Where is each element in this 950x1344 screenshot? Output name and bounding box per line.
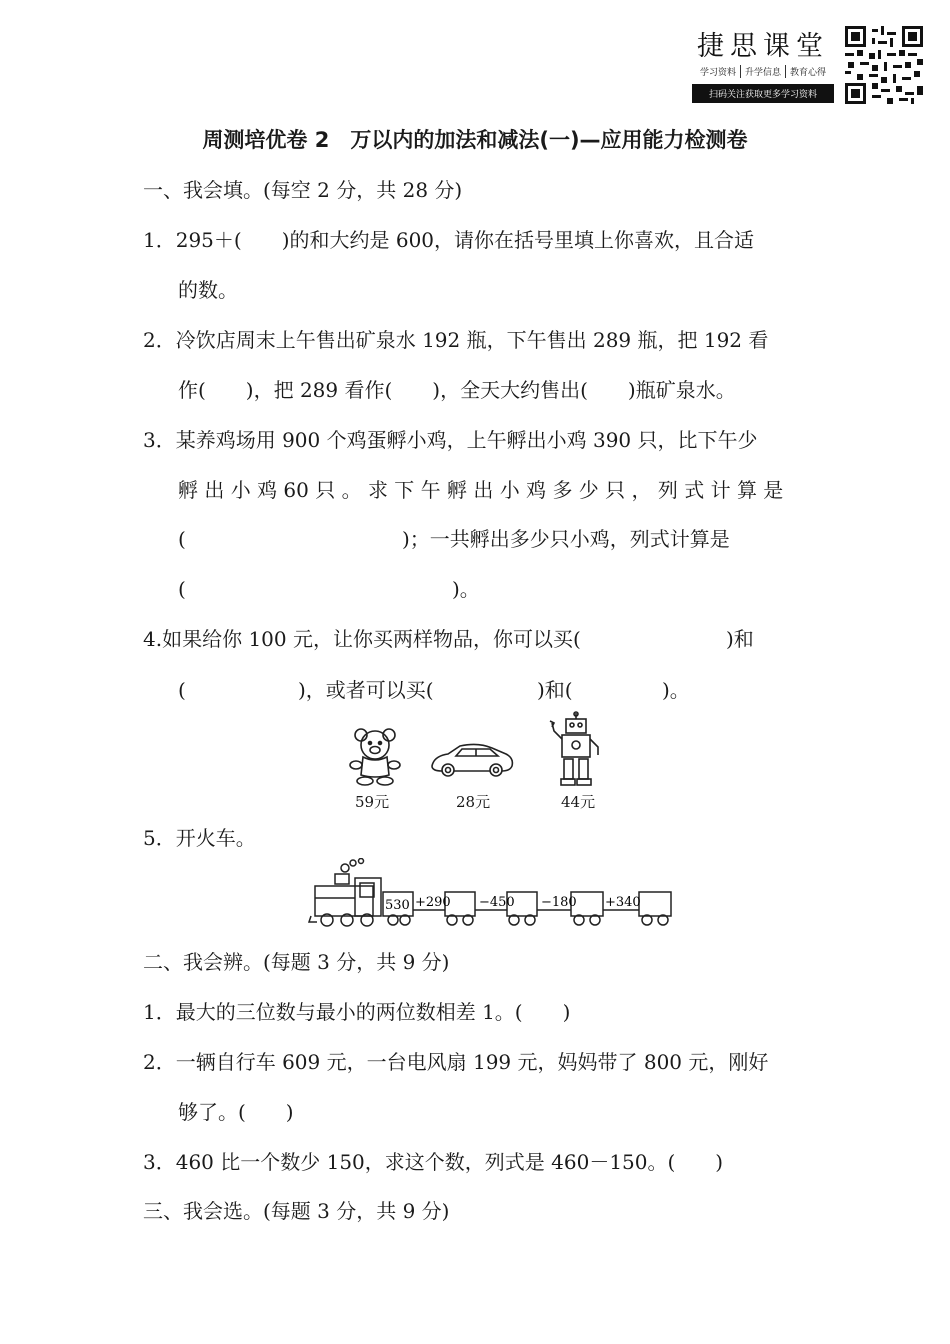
- s2-q2-line2: 够了。( ): [178, 1100, 294, 1124]
- q1-line2: 的数。: [178, 278, 238, 302]
- q4-line2a: (: [178, 678, 186, 702]
- train-op-2: −450: [479, 895, 515, 910]
- section-2-heading: 二、我会辨。(每题 3 分，共 9 分): [143, 950, 450, 974]
- robot-price: 44元: [561, 793, 596, 811]
- car-icon: [428, 738, 516, 780]
- q3-line2: 孵 出 小 鸡 60 只 。 求 下 午 孵 出 小 鸡 多 少 只 ， 列 式 计 算 是: [178, 478, 784, 502]
- q3-line3-rest: )；一共孵出多少只小鸡，列式计算是: [402, 527, 730, 551]
- page-title: 周测培优卷 2 万以内的加法和减法(一)—应用能力检测卷: [202, 128, 748, 152]
- q4-line2b: )，或者可以买(: [298, 678, 434, 702]
- q3-line4-close: )。: [452, 577, 480, 601]
- logo-tag: 升学信息: [741, 65, 786, 78]
- brand-logo: [692, 24, 834, 103]
- q1-line1: 1．295＋( )的和大约是 600，请你在括号里填上你喜欢，且合适: [143, 228, 755, 252]
- s2-q3: 3．460 比一个数少 150，求这个数，列式是 460－150。( ): [143, 1150, 724, 1174]
- logo-tags: [692, 65, 834, 78]
- q3-line1: 3．某养鸡场用 900 个鸡蛋孵小鸡，上午孵出小鸡 390 只，比下午少: [143, 428, 758, 452]
- logo-tag: 学习资料: [696, 65, 741, 78]
- q3-line3-open: (: [178, 527, 186, 551]
- s2-q2-line1: 2．一辆自行车 609 元，一台电风扇 199 元，妈妈带了 800 元，刚好: [143, 1050, 769, 1074]
- q3-line4-open: (: [178, 577, 186, 601]
- qr-code-icon[interactable]: [845, 26, 923, 104]
- logo-title: 捷思课堂: [697, 31, 829, 62]
- q4-line1b: )和: [726, 627, 754, 651]
- train-op-3: −180: [541, 895, 577, 910]
- train-start-value: 530: [385, 898, 410, 913]
- train-diagram: [305, 858, 675, 930]
- q4-line1a: 4.如果给你 100 元，让你买两样物品，你可以买(: [143, 627, 581, 651]
- q4-line2d: )。: [662, 678, 690, 702]
- q5-label: 5．开火车。: [143, 826, 256, 850]
- logo-bar: 扫码关注获取更多学习资料: [692, 84, 834, 103]
- q2-line2: 作( )，把 289 看作( )，全天大约售出( )瓶矿泉水。: [178, 378, 736, 402]
- train-op-1: +290: [415, 895, 451, 910]
- train-op-4: +340: [605, 895, 641, 910]
- section-1-heading: 一、我会填。(每空 2 分，共 28 分): [143, 178, 463, 202]
- bear-icon: [345, 725, 405, 787]
- q2-line1: 2．冷饮店周末上午售出矿泉水 192 瓶，下午售出 289 瓶，把 192 看: [143, 328, 769, 352]
- section-3-heading: 三、我会选。(每题 3 分，共 9 分): [143, 1199, 450, 1223]
- s2-q1: 1．最大的三位数与最小的两位数相差 1。( ): [143, 1000, 571, 1024]
- car-price: 28元: [456, 793, 491, 811]
- bear-price: 59元: [355, 793, 390, 811]
- logo-tag: 教育心得: [790, 68, 827, 78]
- q4-line2c: )和(: [537, 678, 573, 702]
- robot-icon: [548, 711, 604, 789]
